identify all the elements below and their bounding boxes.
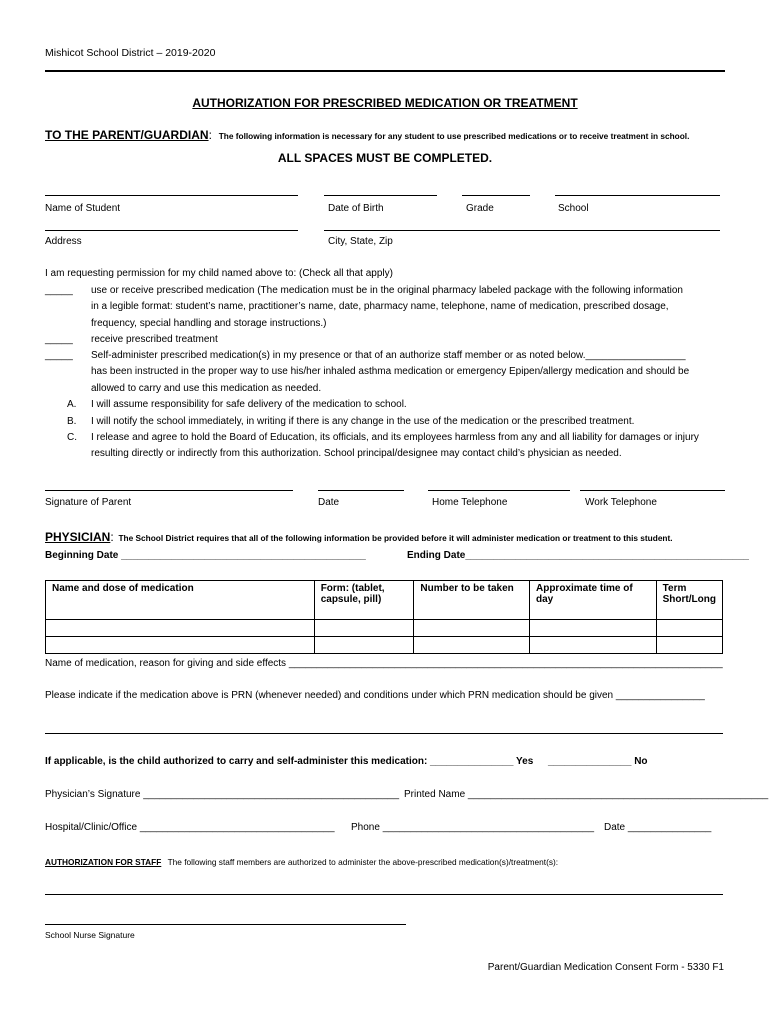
parent-date-field[interactable]: [318, 490, 404, 491]
col-header-term: [656, 581, 722, 620]
physician-phone-field[interactable]: Phone ______________________________________: [351, 822, 595, 833]
physician-date-field[interactable]: Date _______________: [604, 822, 712, 833]
school-field[interactable]: [555, 195, 720, 196]
district-header: Mishicot School District – 2019-2020: [45, 47, 216, 59]
option3-text-line3: allowed to carry and use this medication as needed.: [91, 383, 322, 394]
col-header-text: day: [535, 594, 554, 605]
item-c-continuation: resulting directly or indirectly from this authorization. School principal/designee may contact child’s physician as needed.: [91, 448, 622, 459]
option2-checkbox[interactable]: _____: [45, 334, 73, 345]
col-header-name-dose: [46, 581, 315, 620]
physician-signature-field[interactable]: Physician’s Signature ______________________________________________: [45, 789, 400, 800]
label-date-of-birth: Date of Birth: [328, 203, 384, 214]
item-b-letter: B.: [67, 416, 77, 427]
parent-heading-row: [45, 128, 689, 142]
carry-question: If applicable, is the child authorized to carry and self-administer this medication:: [45, 756, 428, 767]
grade-field[interactable]: [462, 195, 530, 196]
option1-text-line1: use or receive prescribed medication (The medication must be in the original pharmacy labeled package with the following information: [91, 285, 683, 296]
table-cell[interactable]: [656, 620, 722, 637]
ending-date-field[interactable]: Ending Date___________________________________________________: [407, 550, 749, 561]
col-header-form: [314, 581, 414, 620]
label-address: Address: [45, 236, 82, 247]
parent-signature-field[interactable]: [45, 490, 293, 491]
col-header-text: Short/Long: [662, 594, 716, 605]
hospital-field[interactable]: Hospital/Clinic/Office ___________________________________: [45, 822, 335, 833]
table-cell[interactable]: [46, 620, 315, 637]
page-title: AUTHORIZATION FOR PRESCRIBED MEDICATION OR TREATMENT: [192, 96, 578, 110]
label-city-state-zip: City, State, Zip: [328, 236, 393, 247]
staff-heading-row: [45, 857, 558, 867]
option3-text-line1: Self-administer prescribed medication(s) in my presence or that of an authorize staff member or as noted below.__________________: [91, 350, 686, 361]
table-row: [46, 637, 723, 654]
item-a-text: I will assume responsibility for safe delivery of the medication to school.: [91, 399, 407, 410]
city-state-zip-field[interactable]: [324, 230, 720, 231]
option1-text-line3: frequency, special handling and storage instructions.): [91, 318, 327, 329]
option3-checkbox[interactable]: _____: [45, 350, 73, 361]
item-a-letter: A.: [67, 399, 77, 410]
parent-heading: TO THE PARENT/GUARDIAN: [45, 128, 209, 142]
staff-names-line[interactable]: [45, 894, 723, 895]
work-telephone-field[interactable]: [580, 490, 725, 491]
parent-heading-colon: :: [208, 128, 212, 142]
table-row: [46, 620, 723, 637]
table-cell[interactable]: [529, 620, 656, 637]
option3-text-line2: has been instructed in the proper way to use his/her inhaled asthma medication or emergency Epipen/allergy medication and should be: [91, 366, 690, 377]
dob-field[interactable]: [324, 195, 437, 196]
prn-continuation-line[interactable]: [45, 733, 723, 734]
col-header-text: Term: [662, 583, 687, 594]
table-cell[interactable]: [414, 620, 530, 637]
physician-heading: PHYSICIAN: [45, 530, 111, 544]
label-school: School: [558, 203, 589, 214]
table-cell[interactable]: [529, 637, 656, 654]
staff-text: The following staff members are authorized to administer the above-prescribed medication(s)/treatment(s):: [167, 857, 559, 867]
label-name-of-student: Name of Student: [45, 203, 121, 214]
physician-heading-row: [45, 530, 673, 544]
home-telephone-field[interactable]: [428, 490, 570, 491]
col-header-number: [414, 581, 530, 620]
carry-yes-field[interactable]: _______________ Yes: [430, 756, 534, 767]
student-name-field[interactable]: [45, 195, 298, 196]
table-cell[interactable]: [46, 637, 315, 654]
item-b-text: I will notify the school immediately, in writing if there is any change in the use of the medication or the prescribed treatment.: [91, 416, 635, 427]
parent-note: The following information is necessary for any student to use prescribed medications or to receive treatment in school.: [218, 131, 690, 141]
physician-note: The School District requires that all of the following information be provided before it will administer medication or treatment to this student.: [118, 533, 673, 543]
col-header-time: [529, 581, 656, 620]
nurse-signature-field[interactable]: [45, 924, 406, 925]
label-grade: Grade: [466, 203, 494, 214]
col-header-text: capsule, pill): [320, 594, 382, 605]
label-work-telephone: Work Telephone: [585, 497, 657, 508]
table-cell[interactable]: [414, 637, 530, 654]
address-field[interactable]: [45, 230, 298, 231]
carry-no-field[interactable]: _______________ No: [548, 756, 648, 767]
nurse-signature-label: School Nurse Signature: [45, 930, 135, 940]
table-header-row: [46, 581, 723, 620]
staff-heading: AUTHORIZATION FOR STAFF: [45, 857, 162, 867]
col-header-text: Approximate time of: [535, 583, 633, 594]
printed-name-field[interactable]: Printed Name ______________________________________________________: [404, 789, 769, 800]
item-c-text: I release and agree to hold the Board of Education, its officials, and its employees harmless from any and all liability for damages or injury: [91, 432, 699, 443]
beginning-date-field[interactable]: Beginning Date ____________________________________________: [45, 550, 366, 561]
label-date: Date: [318, 497, 340, 508]
physician-heading-colon: :: [110, 530, 114, 544]
medication-table: [45, 580, 723, 654]
item-c-letter: C.: [67, 432, 77, 443]
option1-text-line2: in a legible format: student’s name, practitioner’s name, date, pharmacy name, telephone, name of medication, prescribed dosage,: [91, 301, 669, 312]
option2-text: receive prescribed treatment: [91, 334, 218, 345]
label-home-telephone: Home Telephone: [432, 497, 508, 508]
prn-field[interactable]: Please indicate if the medication above is PRN (whenever needed) and conditions under which PRN medication should be given ________________: [45, 690, 705, 701]
header-rule: [45, 70, 725, 72]
col-header-text: Form: (tablet,: [320, 583, 385, 594]
label-signature-of-parent: Signature of Parent: [45, 497, 132, 508]
table-cell[interactable]: [314, 637, 414, 654]
all-spaces-notice: ALL SPACES MUST BE COMPLETED.: [277, 151, 493, 165]
request-intro: I am requesting permission for my child named above to: (Check all that apply): [45, 268, 393, 279]
table-cell[interactable]: [656, 637, 722, 654]
medication-reason-field[interactable]: Name of medication, reason for giving and side effects ______________________________________________________________________________: [45, 658, 723, 669]
form-id-footer: Parent/Guardian Medication Consent Form - 5330 F1: [487, 962, 724, 973]
option1-checkbox[interactable]: _____: [45, 285, 73, 296]
table-cell[interactable]: [314, 620, 414, 637]
col-header-text: Name and dose of medication: [52, 583, 194, 594]
col-header-text: Number to be taken: [420, 583, 514, 594]
